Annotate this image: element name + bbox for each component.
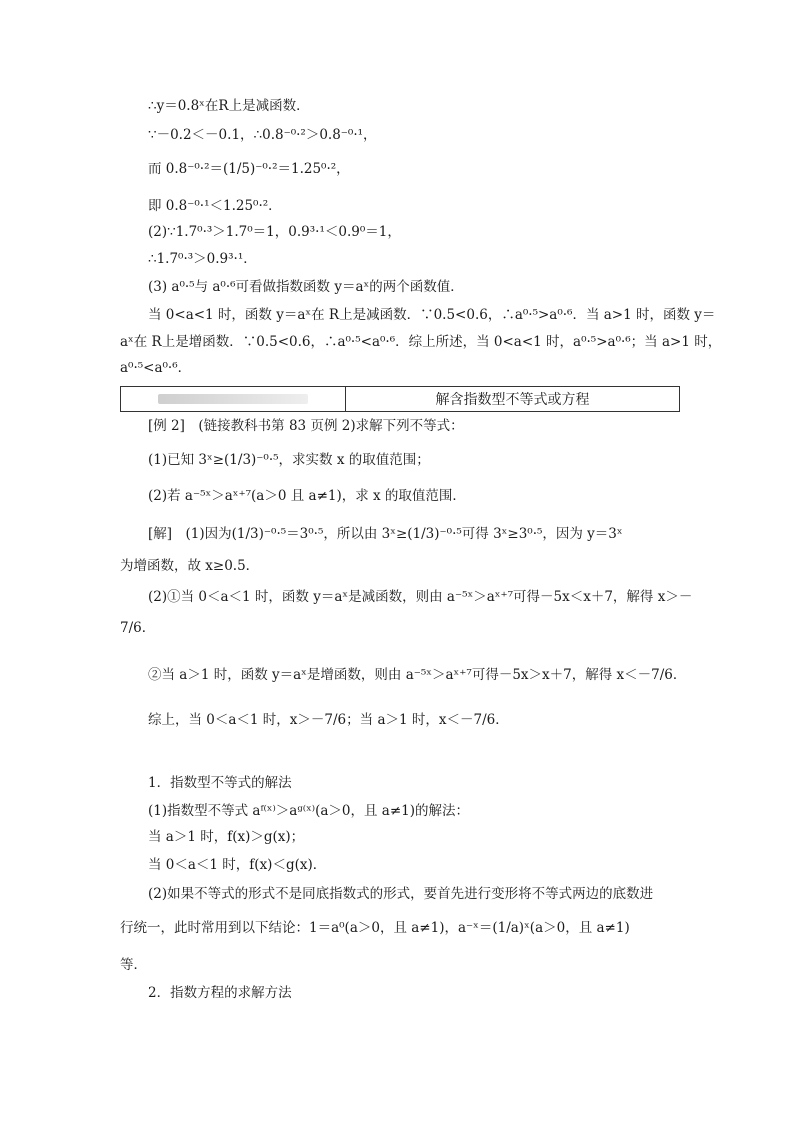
text-line: (3) a⁰·⁵与 a⁰·⁶可看做指数函数 y＝aˣ的两个函数值． xyxy=(148,279,464,295)
text-line: 即 0.8⁻⁰·¹＜1.25⁰·²． xyxy=(148,198,282,214)
text-line: a⁰·⁵<a⁰·⁶． xyxy=(120,360,192,376)
example-title: [例 2] (链接教科书第 83 页例 2)求解下列不等式： xyxy=(148,418,464,434)
text-line: (1)指数型不等式 aᶠ⁽ˣ⁾＞aᵍ⁽ˣ⁾(a＞0，且 a≠1)的解法： xyxy=(148,803,470,819)
text-line: 7/6． xyxy=(120,620,156,636)
text-line: ∵－0.2＜－0.1，∴0.8⁻⁰·²＞0.8⁻⁰·¹， xyxy=(148,127,377,143)
text-line: aˣ在 R上是增函数．∵0.5<0.6，∴a⁰·⁵<a⁰·⁶．综上所述，当 0<a<1 时，a⁰·⁵>a⁰·⁶；当 a>1 时， xyxy=(120,334,722,350)
text-line: 当 0＜a＜1 时，f(x)＜g(x)． xyxy=(148,857,327,873)
summary-heading: 1．指数型不等式的解法 xyxy=(148,775,292,791)
text-line: 综上，当 0＜a＜1 时，x＞－7/6；当 a＞1 时，x＜－7/6． xyxy=(148,712,509,728)
section-badge-icon xyxy=(158,394,308,404)
text-line: ∴y＝0.8ˣ在R上是减函数． xyxy=(148,98,310,114)
section-header-box xyxy=(120,386,680,412)
text-line: ②当 a＞1 时，函数 y＝aˣ是增函数，则由 a⁻⁵ˣ＞aˣ⁺⁷可得－5x＞x＋7，解得 x＜－7/6． xyxy=(148,667,687,683)
text-line: (1)已知 3ˣ≥(1/3)⁻⁰·⁵，求实数 x 的取值范围； xyxy=(148,452,430,468)
solution-line: [解] (1)因为(1/3)⁻⁰·⁵＝3⁰·⁵，所以由 3ˣ≥(1/3)⁻⁰·⁵可得 3ˣ≥3⁰·⁵，因为 y＝3ˣ xyxy=(148,526,623,542)
text-line: 而 0.8⁻⁰·²＝(1/5)⁻⁰·²＝1.25⁰·²， xyxy=(148,161,350,177)
text-line: 为增函数，故 x≥0.5． xyxy=(120,558,260,574)
section-badge-cell xyxy=(121,387,346,411)
text-line: (2)∵1.7⁰·³＞1.7⁰＝1，0.9³·¹＜0.9⁰＝1， xyxy=(148,224,401,240)
text-line: (2)若 a⁻⁵ˣ＞aˣ⁺⁷(a＞0 且 a≠1)，求 x 的取值范围． xyxy=(148,488,466,504)
section-title: 解含指数型不等式或方程 xyxy=(435,392,590,408)
text-line: (2)①当 0＜a＜1 时，函数 y＝aˣ是减函数，则由 a⁻⁵ˣ＞aˣ⁺⁷可得－5x＜x＋7，解得 x＞－ xyxy=(148,589,693,605)
text-line: 当 0<a<1 时，函数 y＝aˣ在 R上是减函数．∵0.5<0.6，∴a⁰·⁵>a⁰·⁶．当 a>1 时，函数 y＝ xyxy=(148,307,716,323)
summary-heading: 2．指数方程的求解方法 xyxy=(148,985,292,1001)
text-line: 等． xyxy=(120,957,147,973)
text-line: ∴1.7⁰·³＞0.9³·¹． xyxy=(148,251,257,267)
text-line: 行统一，此时常用到以下结论：1＝a⁰(a＞0，且 a≠1)，a⁻ˣ＝(1/a)ˣ(a＞0，且 a≠1) xyxy=(120,920,630,936)
text-line: 当 a＞1 时，f(x)＞g(x)； xyxy=(148,829,305,845)
text-line: (2)如果不等式的形式不是同底指数式的形式，要首先进行变形将不等式两边的底数进 xyxy=(148,886,654,902)
